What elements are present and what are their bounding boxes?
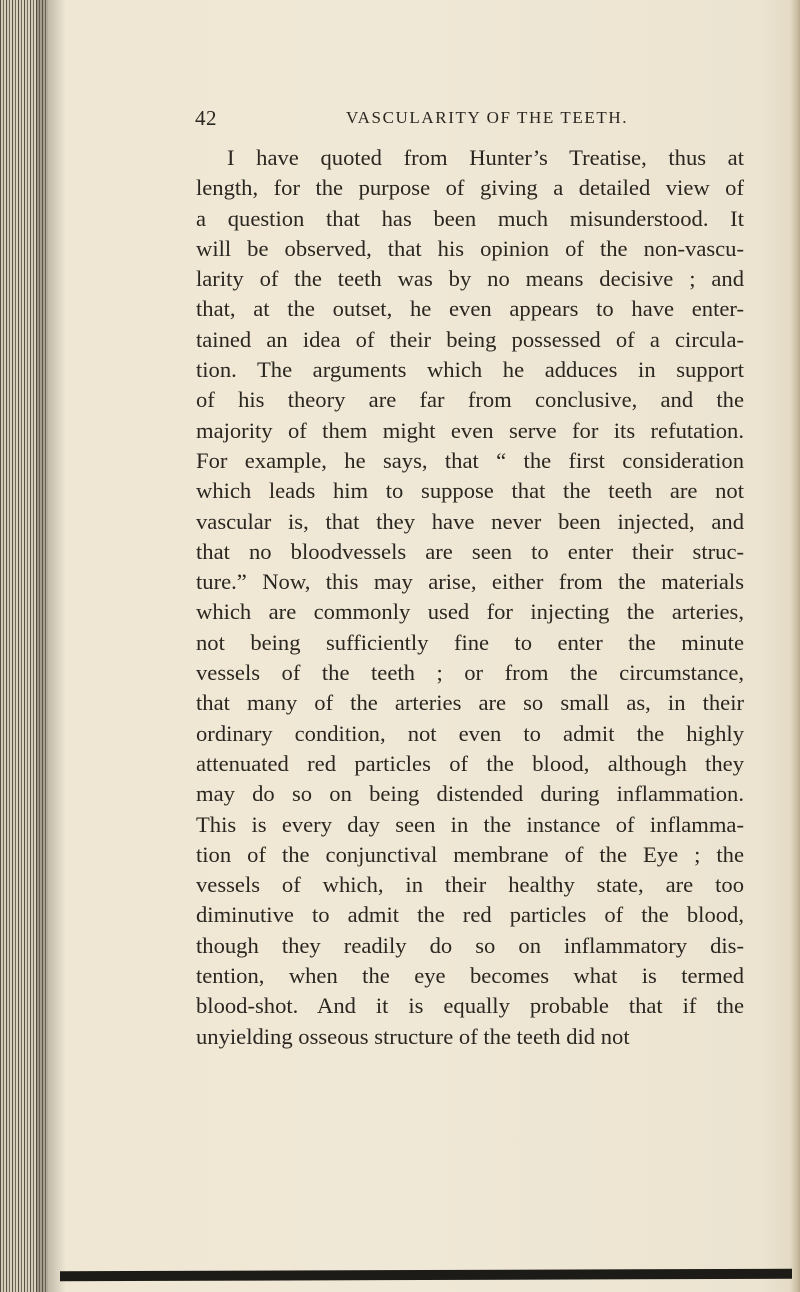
- text-line: majority of them might even serve for its refutation.: [196, 417, 744, 443]
- text-line: tained an idea of their being possessed of a circula-: [196, 326, 744, 352]
- text-line: which are commonly used for injecting the arteries,: [196, 599, 744, 625]
- text-line: tention, when the eye becomes what is termed: [196, 963, 744, 989]
- text-line: blood-shot. And it is equally probable that if the: [196, 993, 744, 1019]
- text-line: length, for the purpose of giving a detailed view of: [196, 175, 744, 201]
- text-line: though they readily do so on inflammatory dis-: [196, 932, 744, 958]
- text-line: ture.” Now, this may arise, either from the materials: [196, 569, 744, 595]
- bottom-edge-rule: [60, 1269, 792, 1282]
- text-line: unyielding osseous structure of the teeth did not: [196, 1023, 630, 1049]
- text-line: that many of the arteries are so small as, in their: [196, 690, 744, 716]
- text-line: not being sufficiently fine to enter the minute: [196, 629, 744, 655]
- text-line: may do so on being distended during inflammation.: [196, 781, 744, 807]
- text-line: that no bloodvessels are seen to enter their struc-: [196, 538, 744, 564]
- text-line: will be observed, that his opinion of the non-vascu-: [196, 235, 744, 261]
- text-line: vascular is, that they have never been injected, and: [196, 508, 744, 534]
- page-right-edge: [790, 0, 800, 1292]
- text-line: diminutive to admit the red particles of the blood,: [196, 902, 744, 928]
- text-line: This is every day seen in the instance of inflamma-: [196, 811, 744, 837]
- text-line: that, at the outset, he even appears to have enter-: [196, 296, 744, 322]
- text-line: For example, he says, that “ the first consideration: [196, 447, 744, 473]
- gutter-shadow: [36, 0, 66, 1292]
- running-head: [0, 106, 800, 130]
- running-title: VASCULARITY OF THE TEETH.: [346, 108, 629, 127]
- text-line: ordinary condition, not even to admit the highly: [196, 720, 744, 746]
- text-line: tion of the conjunctival membrane of the Eye ; the: [196, 841, 744, 867]
- text-line: larity of the teeth was by no means decisive ; and: [196, 266, 744, 292]
- text-line: vessels of the teeth ; or from the circumstance,: [196, 660, 744, 686]
- text-line: attenuated red particles of the blood, although they: [196, 750, 744, 776]
- text-line: I have quoted from Hunter’s Treatise, thus at: [227, 145, 744, 170]
- text-line: a question that has been much misunderstood. It: [196, 205, 744, 231]
- page-number: 42: [195, 106, 217, 130]
- text-line: tion. The arguments which he adduces in support: [196, 357, 744, 383]
- text-line: which leads him to suppose that the teeth are not: [196, 478, 744, 504]
- body-text: [196, 143, 744, 1052]
- text-line: of his theory are far from conclusive, and the: [196, 387, 744, 413]
- text-line: vessels of which, in their healthy state, are too: [196, 872, 744, 898]
